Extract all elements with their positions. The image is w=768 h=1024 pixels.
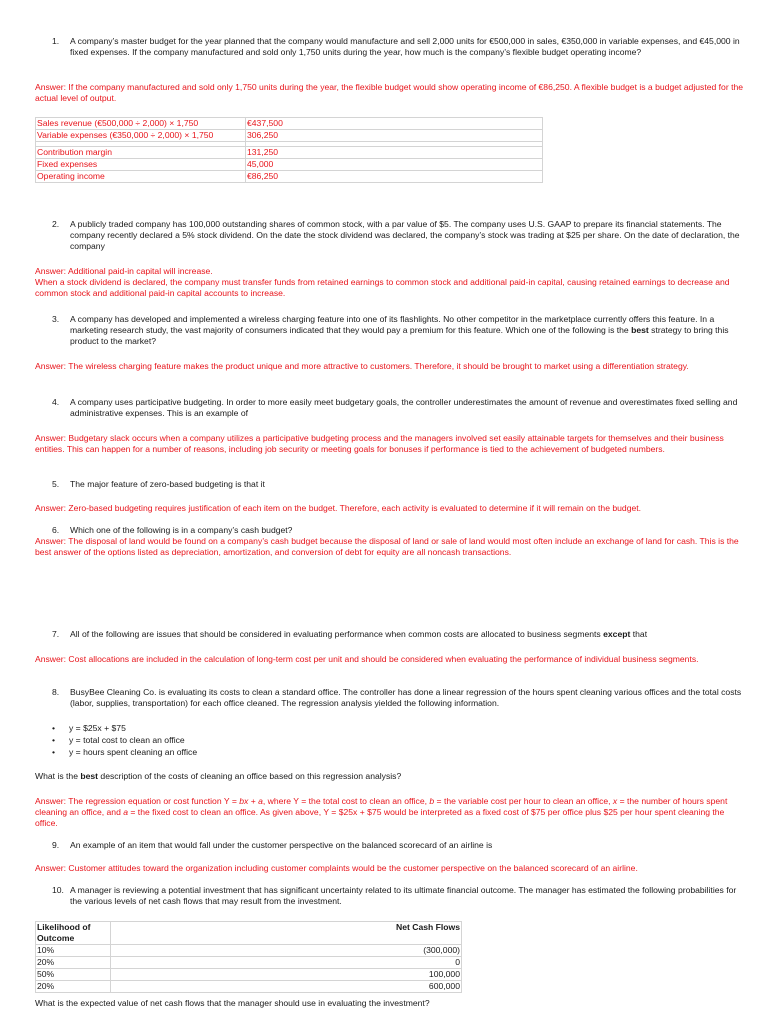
answer-1: Answer: If the company manufactured and sold only 1,750 units during the year, the flexible budget would show operating income of €86,250. A flexible budget is a budget adjusted for the actual level of output.: [35, 82, 744, 103]
table-row: [36, 159, 543, 171]
question-text: A company’s master budget for the year planned that the company would manufacture and sell 2,000 units for €500,000 in sales, €350,000 in variable expenses, and €45,000 in fixed expenses. If the company manufactured and sold only 1,750 units during the year, how much is the company’s flexible budget operating income?: [70, 36, 740, 57]
table-row: [36, 957, 462, 969]
question-number: 3.: [52, 314, 60, 324]
answer-line: When a stock dividend is declared, the company must transfer funds from retained earnings to common stock and additional paid-in capital, causing retained earnings to decrease and common stock and additional paid-in capital accounts to increase.: [35, 277, 730, 298]
answer-line: Answer: Additional paid-in capital will increase.: [35, 266, 213, 276]
table-row: [36, 171, 543, 183]
list-item: • y = hours spent cleaning an office: [52, 747, 197, 759]
table-cell: 10%: [36, 945, 111, 957]
table-cell: 20%: [36, 957, 111, 969]
question-number: 10.: [52, 885, 64, 895]
question-number: 2.: [52, 219, 60, 229]
table-cell: Fixed expenses: [36, 159, 246, 171]
answer-2: [35, 266, 745, 299]
question-4: [52, 397, 742, 419]
question-number: 7.: [52, 629, 60, 639]
table-cell: €86,250: [246, 171, 543, 183]
question-9: [52, 840, 742, 851]
question-text: A company uses participative budgeting. In order to more easily meet budgetary goals, the controller underestimates the amount of revenue and overestimates fixed selling and administrative expenses. This is an example of: [70, 397, 738, 418]
question-text: All of the following are issues that should be considered in evaluating performance when common costs are allocated to business segments except that: [70, 629, 648, 639]
question-text: A manager is reviewing a potential investment that has significant uncertainty related to its ultimate financial outcome. The manager has estimated the following probabilities for the various levels of net cash flows that may result from the investment.: [70, 885, 737, 906]
table-cell: 100,000: [111, 969, 462, 981]
question-number: 9.: [52, 840, 60, 850]
question-text: BusyBee Cleaning Co. is evaluating its costs to clean a standard office. The controller has done a linear regression of the hours spent cleaning various offices and the total costs (labor, supplies, transportation) for each office cleaned. The regression analysis yielded the following information.: [70, 687, 742, 708]
table-row: [36, 981, 462, 993]
question-text: A company has developed and implemented a wireless charging feature into one of its flashlights. No other competitor in the marketplace currently offers this feature. In a marketing research study, the vast majority of consumers indicated that they would pay a premium for this feature. Which one of the following is the best strategy to bring this product to the market?: [70, 314, 729, 346]
answer-4: Answer: Budgetary slack occurs when a company utilizes a participative budgeting process and the managers involved set easily attainable targets for themselves and their business entities. This can happen for a number of reasons, including job security or meeting goals for bonuses if performance is tied to the achievement of budgeted numbers.: [35, 433, 724, 454]
question-number: 5.: [52, 479, 60, 489]
question-text: The major feature of zero-based budgeting is that it: [70, 479, 265, 489]
question-8: [52, 687, 742, 709]
table-row: [36, 945, 462, 957]
list-item: • y = total cost to clean an office: [52, 735, 197, 747]
emphasis: best: [631, 325, 649, 335]
question-6: [52, 525, 742, 536]
question-10: [52, 885, 742, 907]
table-cell: 20%: [36, 981, 111, 993]
question-1: [52, 36, 742, 58]
list-item: • y = $25x + $75: [52, 723, 197, 735]
table-row: [36, 147, 543, 159]
question-text: Which one of the following is in a company’s cash budget?: [70, 525, 293, 535]
question-text: An example of an item that would fall under the customer perspective on the balanced scorecard of an airline is: [70, 840, 493, 850]
question-text: A publicly traded company has 100,000 outstanding shares of common stock, with a par value of $5. The company uses U.S. GAAP to prepare its financial statements. The company recently declared a 5% stock dividend. On the date the stock dividend was declared, the company’s stock was trading at $25 per share. On the date of declaration, the company: [70, 219, 740, 251]
table-header-row: [36, 922, 462, 945]
answer-7: Answer: Cost allocations are included in the calculation of long-term cost per unit and should be considered when evaluating the performance of individual business segments.: [35, 654, 699, 664]
answer-8: Answer: The regression equation or cost function Y = bx + a, where Y = the total cost to clean an office, b = the variable cost per hour to clean an office, x = the number of hours spent cleaning an office, and a = the fixed cost to clean an office. As given above, Y = $25x + $75 would be interpreted as a fixed cost of $75 per office plus $25 per hour spent cleaning the office.: [35, 796, 728, 828]
table-cell: 306,250: [246, 130, 543, 142]
emphasis: best: [80, 771, 99, 781]
question-5: [52, 479, 742, 490]
question-number: 8.: [52, 687, 60, 697]
table-row: [36, 969, 462, 981]
column-header: Likelihood of Outcome: [36, 922, 111, 945]
table-cell: (300,000): [111, 945, 462, 957]
table-cell: Sales revenue (€500,000 ÷ 2,000) × 1,750: [36, 118, 246, 130]
table-row: [36, 118, 543, 130]
answer-9: Answer: Customer attitudes toward the organization including customer complaints would be the customer perspective on the balanced scorecard of an airline.: [35, 863, 638, 873]
question-number: 4.: [52, 397, 60, 407]
cash-flow-probability-table: [35, 921, 462, 993]
question-3: [52, 314, 742, 347]
table-cell: 131,250: [246, 147, 543, 159]
answer-3: Answer: The wireless charging feature makes the product unique and more attractive to customers. Therefore, it should be brought to market using a differentiation strategy.: [35, 361, 689, 371]
table-cell: 45,000: [246, 159, 543, 171]
table-cell: 50%: [36, 969, 111, 981]
emphasis: except: [603, 629, 631, 639]
answer-6: Answer: The disposal of land would be found on a company’s cash budget because the disposal of land or sale of land would most often include an exchange of land for cash. This is the best answer of the options listed as depreciation, amortization, and conversion of debt for equity are all noncash transactions.: [35, 536, 739, 557]
question-8-prompt: What is the best description of the costs of cleaning an office based on this regression analysis?: [35, 771, 402, 781]
regression-bullet-list: [52, 723, 197, 759]
question-10-prompt: What is the expected value of net cash flows that the manager should use in evaluating the investment?: [35, 998, 430, 1008]
table-cell: Variable expenses (€350,000 ÷ 2,000) × 1,750: [36, 130, 246, 142]
table-row: [36, 130, 543, 142]
question-2: [52, 219, 742, 252]
question-7: [52, 629, 742, 640]
question-number: 1.: [52, 36, 60, 46]
table-cell: 600,000: [111, 981, 462, 993]
table-cell: €437,500: [246, 118, 543, 130]
table-cell: Contribution margin: [36, 147, 246, 159]
question-number: 6.: [52, 525, 60, 535]
answer-5: Answer: Zero-based budgeting requires justification of each item on the budget. Therefore, each activity is evaluated to determine if it will remain on the budget.: [35, 503, 642, 513]
table-cell: Operating income: [36, 171, 246, 183]
column-header: Net Cash Flows: [111, 922, 462, 945]
flexible-budget-table: [35, 117, 543, 183]
table-cell: 0: [111, 957, 462, 969]
